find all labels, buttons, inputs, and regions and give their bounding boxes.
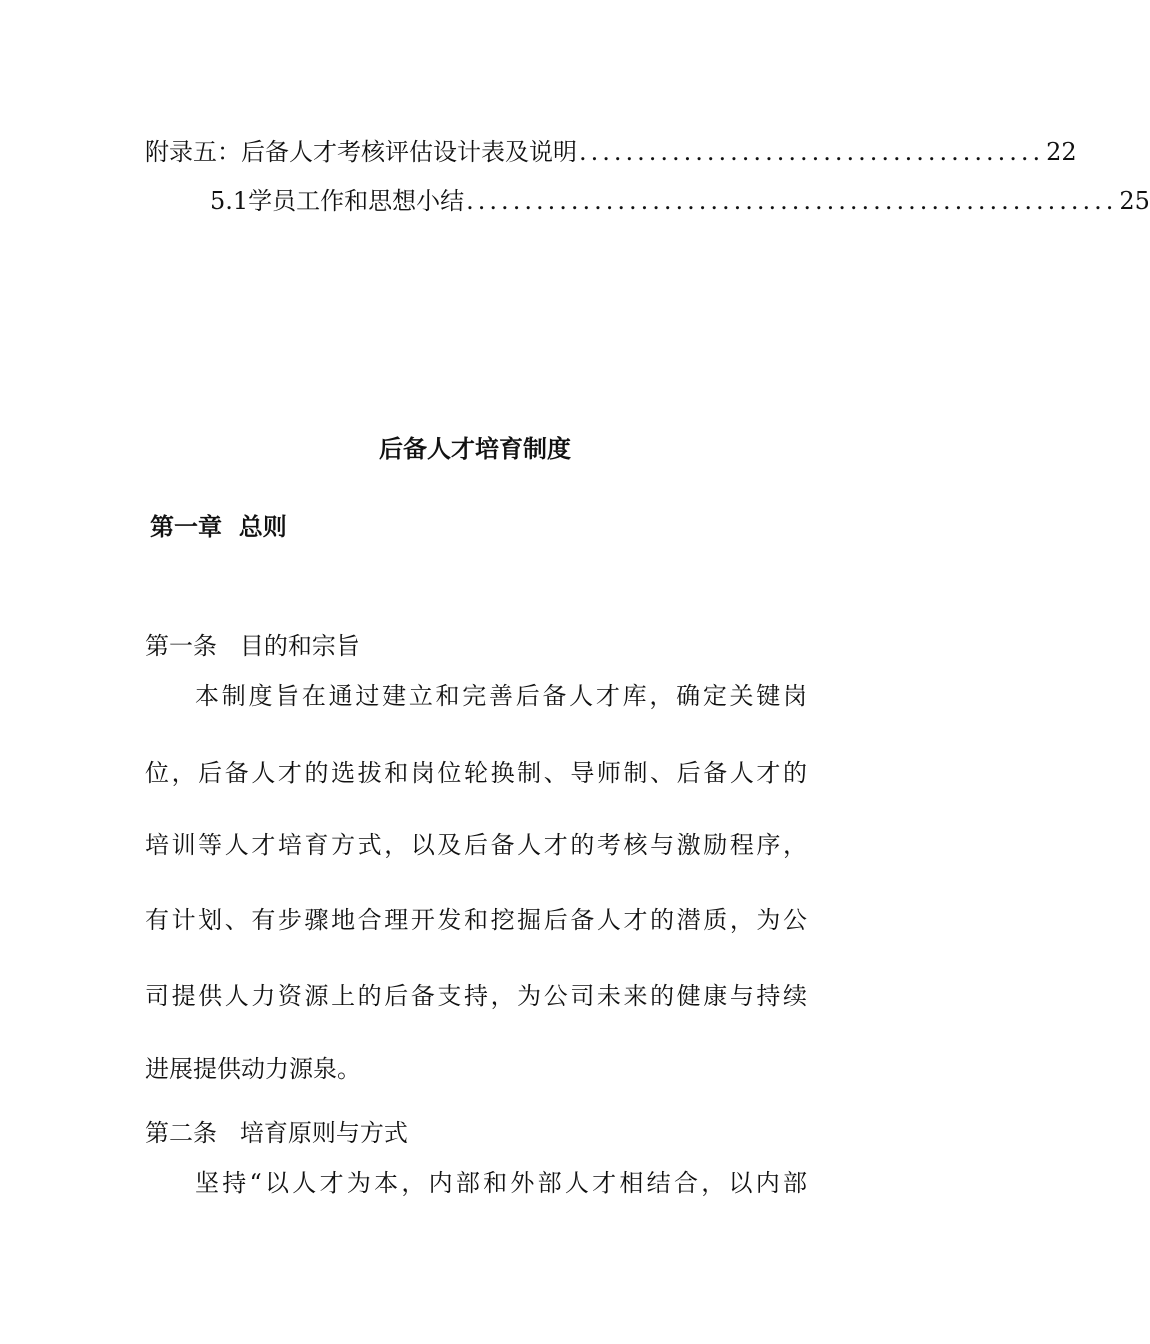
- toc-entry[interactable]: [210, 186, 1150, 216]
- paragraph-line: 司提供人力资源上的后备支持，为公司未来的健康与持续: [145, 982, 807, 1010]
- toc-page-number: 22: [1046, 138, 1077, 166]
- document-title: 后备人才培育制度: [379, 435, 571, 463]
- paragraph-line: 进展提供动力源泉。: [145, 1055, 361, 1083]
- chapter-heading: 第一章 总则: [150, 513, 287, 541]
- toc-entry-title: 附录五：后备人才考核评估设计表及说明: [145, 138, 577, 166]
- article-heading: 第一条 目的和宗旨: [145, 632, 360, 660]
- toc-page-number: 25: [1119, 187, 1150, 215]
- paragraph-line: 位，后备人才的选拔和岗位轮换制、导师制、后备人才的: [145, 759, 807, 787]
- paragraph-line: 坚持“以人才为本，内部和外部人才相结合，以内部: [195, 1169, 807, 1197]
- paragraph-line: 本制度旨在通过建立和完善后备人才库，确定关键岗: [195, 682, 807, 710]
- toc-dot-leader: ........................................................: [466, 187, 1118, 215]
- article-heading: 第二条 培育原则与方式: [145, 1119, 408, 1147]
- toc-entry-title: 5.1学员工作和思想小结: [210, 187, 465, 215]
- toc-dot-leader: ........................................: [579, 138, 1045, 166]
- paragraph-line: 培训等人才培育方式，以及后备人才的考核与激励程序，: [145, 831, 807, 859]
- toc-entry[interactable]: [145, 137, 1077, 167]
- paragraph-line: 有计划、有步骤地合理开发和挖掘后备人才的潜质，为公: [145, 906, 807, 934]
